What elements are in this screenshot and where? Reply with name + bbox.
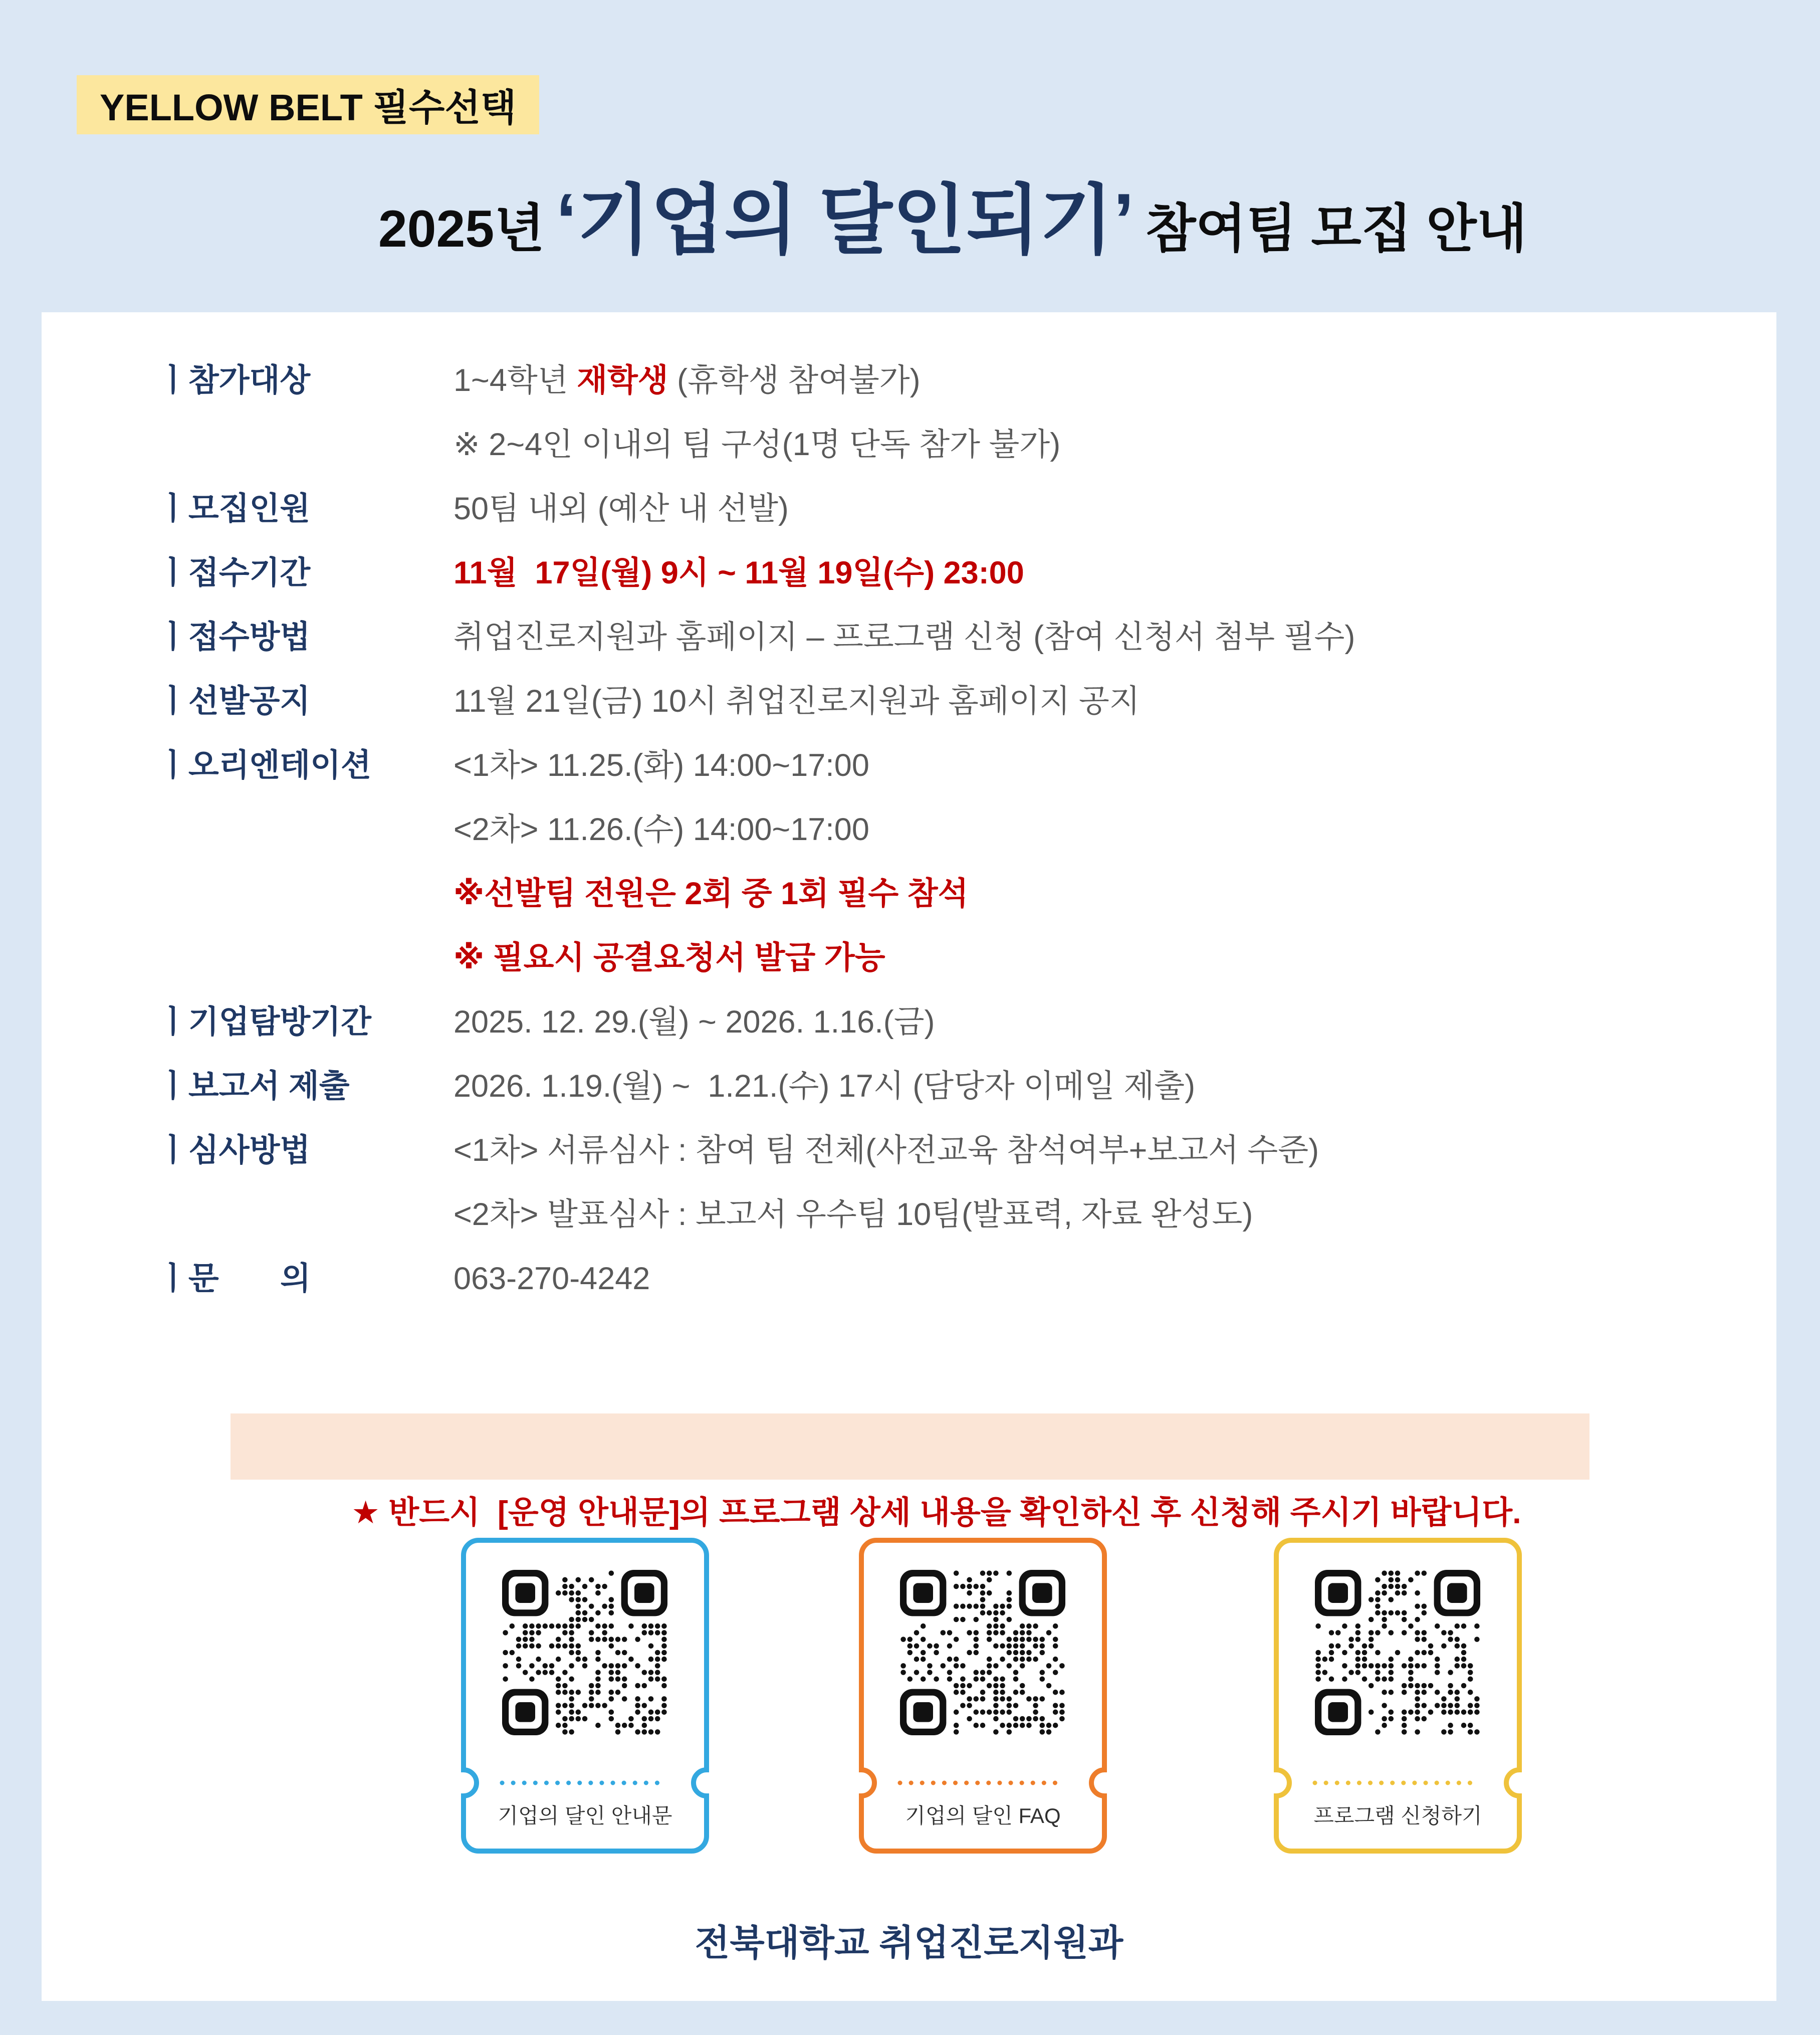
info-label: ㅣ접수방법 bbox=[158, 620, 311, 655]
info-value-line bbox=[453, 862, 1776, 926]
info-list bbox=[42, 312, 1776, 1311]
info-row-headcount bbox=[158, 477, 1776, 541]
notice-banner bbox=[231, 1413, 1589, 1530]
info-value-line bbox=[453, 669, 1776, 733]
title-year: 2025년 bbox=[378, 200, 545, 258]
info-label: ㅣ기업탐방기간 bbox=[158, 1004, 372, 1040]
info-row-target bbox=[158, 348, 1776, 477]
qr-ticket-faq bbox=[859, 1538, 1107, 1854]
info-label: ㅣ문 의 bbox=[158, 1261, 311, 1296]
info-value-text: 11월 21일(금) 10시 취업진로지원과 홈페이지 공지 bbox=[453, 684, 1140, 719]
info-value-text: 취업진로지원과 홈페이지 – 프로그램 신청 (참여 신청서 첨부 필수) bbox=[453, 620, 1355, 655]
info-row-visit-period bbox=[158, 990, 1776, 1054]
info-value-text: <2차> 발표심사 : 보고서 우수팀 10팀(발표력, 자료 완성도) bbox=[453, 1197, 1253, 1232]
info-value-text: 50팀 내외 (예산 내 선발) bbox=[453, 491, 789, 526]
footer-org: 전북대학교 취업진로지원과 bbox=[695, 1923, 1123, 1963]
qr-ticket-guide bbox=[461, 1538, 709, 1854]
info-value-line bbox=[453, 1182, 1776, 1247]
info-value-text: 2026. 1.19.(월) ~ 1.21.(수) 17시 (담당자 이메일 제출) bbox=[453, 1069, 1196, 1104]
page-title bbox=[85, 159, 1820, 269]
info-value-line bbox=[453, 413, 1776, 477]
notice-text: ★ 반드시 [운영 안내문]의 프로그램 상세 내용을 확인하신 후 신청해 주시기 바랍니다. bbox=[351, 1495, 1521, 1530]
info-row-application-method bbox=[158, 605, 1776, 669]
info-label: ㅣ선발공지 bbox=[158, 684, 311, 719]
yellow-belt-badge-label: YELLOW BELT 필수선택 bbox=[100, 87, 517, 128]
info-row-evaluation bbox=[158, 1118, 1776, 1247]
info-label: ㅣ접수기간 bbox=[158, 555, 311, 590]
info-value-line bbox=[453, 477, 1776, 541]
info-label: ㅣ보고서 제출 bbox=[158, 1069, 350, 1104]
info-value-highlight: ※선발팀 전원은 2회 중 1회 필수 참석 bbox=[453, 876, 969, 911]
info-row-report-submission bbox=[158, 1054, 1776, 1118]
info-value-text: ※ 2~4인 이내의 팀 구성(1명 단독 참가 불가) bbox=[453, 427, 1061, 462]
info-label: ㅣ모집인원 bbox=[158, 491, 311, 526]
info-value-highlight: 11월 17일(월) 9시 ~ 11월 19일(수) 23:00 bbox=[453, 555, 1024, 590]
info-value-text: <1차> 11.25.(화) 14:00~17:00 bbox=[453, 748, 869, 783]
title-main: ‘기업의 달인되기’ bbox=[556, 178, 1134, 263]
info-label: ㅣ참가대상 bbox=[158, 363, 311, 398]
info-value-line bbox=[453, 348, 1776, 413]
info-value-line bbox=[453, 990, 1776, 1054]
info-value-highlight: 재학생 bbox=[577, 363, 668, 398]
qr-ticket-apply bbox=[1274, 1538, 1522, 1854]
qr-ticket-label: 기업의 달인 안내문 bbox=[498, 1804, 672, 1827]
info-value-line bbox=[453, 1118, 1776, 1182]
info-row-orientation bbox=[158, 733, 1776, 990]
qr-ticket-row bbox=[42, 1538, 1776, 1854]
info-label: ㅣ심사방법 bbox=[158, 1133, 311, 1168]
info-row-application-period bbox=[158, 541, 1776, 605]
info-value-line bbox=[453, 797, 1776, 862]
info-value-text: (휴학생 참여불가) bbox=[668, 363, 921, 398]
info-value-line bbox=[453, 605, 1776, 669]
info-value-highlight: ※ 필요시 공결요청서 발급 가능 bbox=[453, 940, 885, 975]
info-value-line bbox=[453, 733, 1776, 797]
qr-ticket-label: 프로그램 신청하기 bbox=[1313, 1804, 1482, 1827]
info-value-line bbox=[453, 1054, 1776, 1118]
contact-phone: 063-270-4242 bbox=[453, 1261, 650, 1296]
info-row-selection-notice bbox=[158, 669, 1776, 733]
yellow-belt-badge bbox=[77, 75, 539, 134]
info-value-line bbox=[453, 1247, 1776, 1311]
info-value-line bbox=[453, 926, 1776, 990]
info-value-line bbox=[453, 541, 1776, 605]
info-value-text: <1차> 서류심사 : 참여 팀 전체(사전교육 참석여부+보고서 수준) bbox=[453, 1133, 1319, 1168]
qr-ticket-label: 기업의 달인 FAQ bbox=[905, 1804, 1061, 1827]
info-panel bbox=[42, 312, 1776, 2001]
info-value-text: <2차> 11.26.(수) 14:00~17:00 bbox=[453, 812, 869, 847]
info-row-contact bbox=[158, 1247, 1776, 1311]
title-suffix: 참여팀 모집 안내 bbox=[1146, 200, 1527, 258]
info-value-text: 1~4학년 bbox=[453, 363, 577, 398]
info-label: ㅣ오리엔테이션 bbox=[158, 748, 372, 783]
info-value-text: 2025. 12. 29.(월) ~ 2026. 1.16.(금) bbox=[453, 1004, 935, 1040]
